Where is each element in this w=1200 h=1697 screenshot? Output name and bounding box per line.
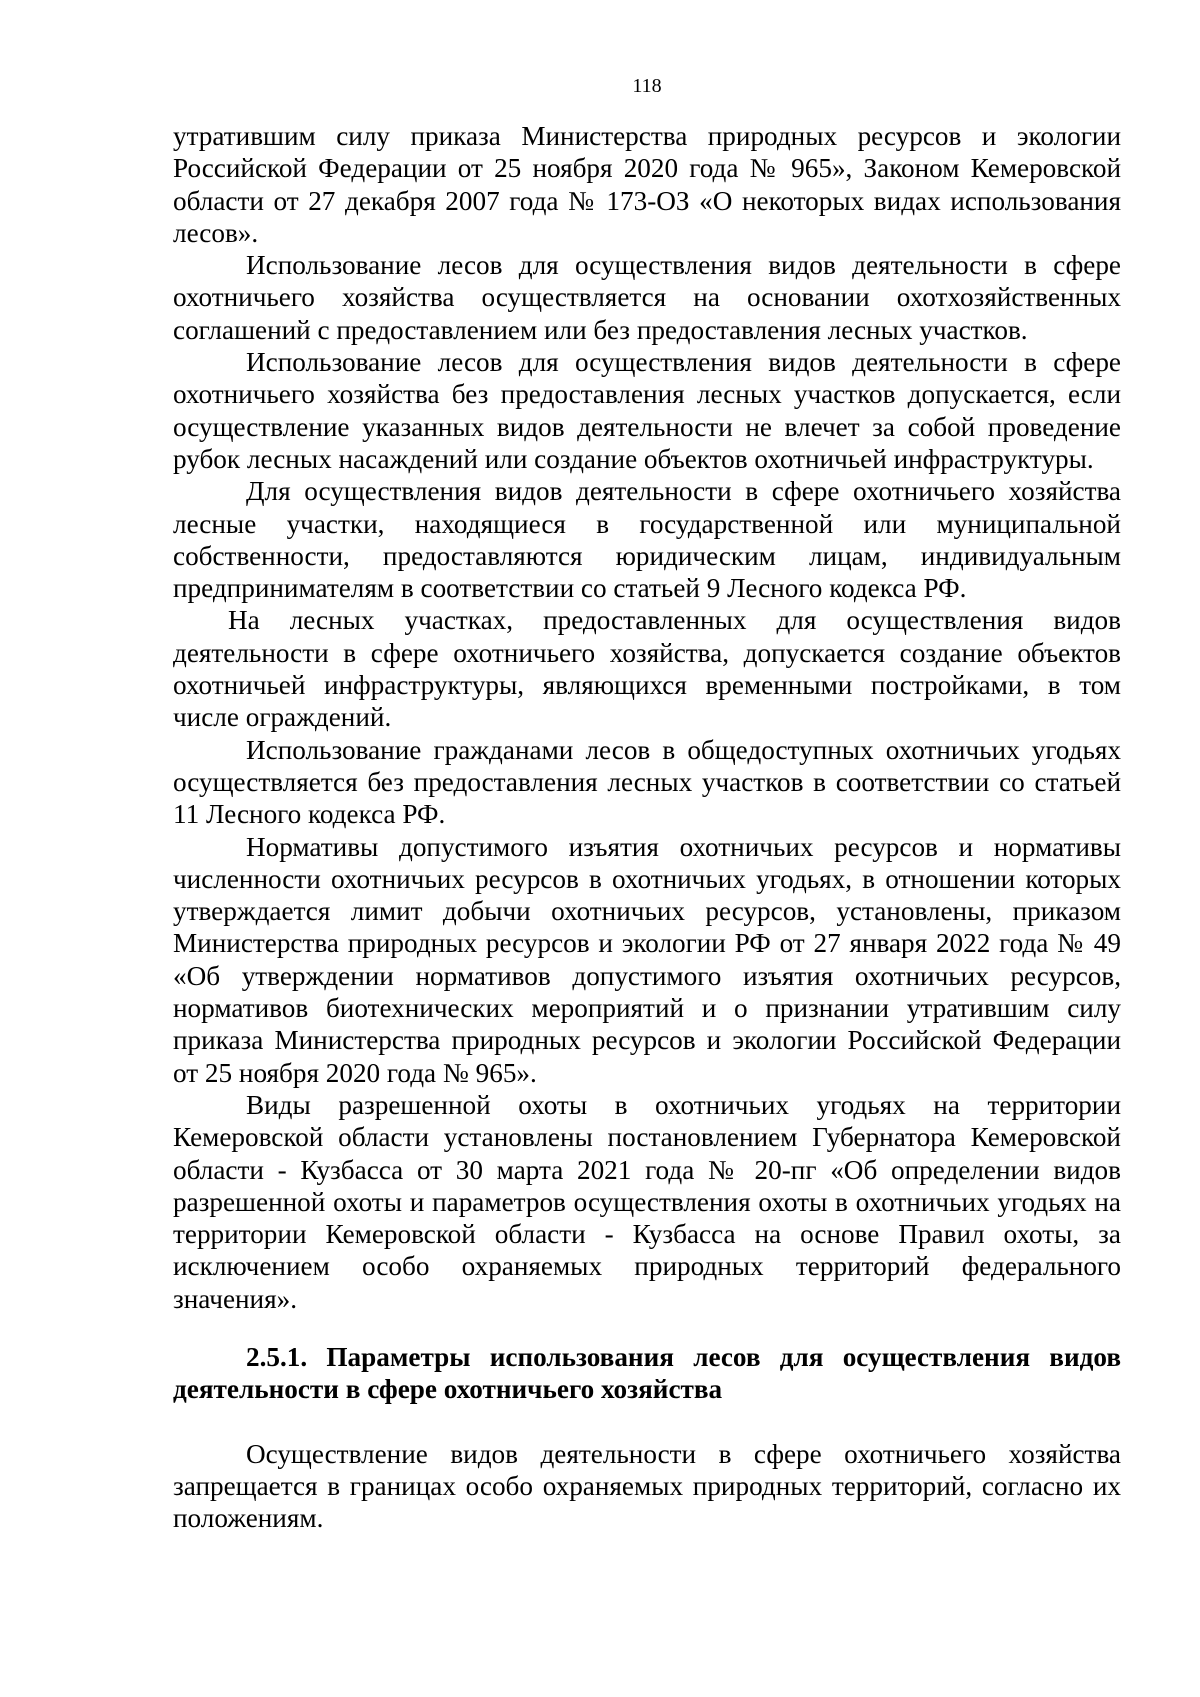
paragraph-continuation: утратившим силу приказа Министерства природных ресурсов и экологии Российской Федерации от 25 ноября 2020 года № 965», Законом Кемеровской области от 27 декабря 2007 года № 173-ОЗ «О некоторых видах использования лесов». [173,121,1121,248]
paragraph: Для осуществления видов деятельности в сфере охотничьего хозяйства лесные участки, находящиеся в государственной или муниципальной собственности, предоставляются юридическим лицам, индивидуальным предпринимателям в соответствии со статьей 9 Лесного кодекса РФ. [173,476,1121,604]
paragraph: На лесных участках, предоставленных для осуществления видов деятельности в сфере охотничьего хозяйства, допускается создание объектов охотничьей инфраструктуры, являющихся временными постройками, в том числе ограждений. [173,605,1121,733]
paragraph: Нормативы допустимого изъятия охотничьих ресурсов и нормативы численности охотничьих ресурсов в охотничьих угодьях, в отношении которых утверждается лимит добычи охотничьих ресурсов, установлены, приказом Министерства природных ресурсов и экологии РФ от 27 января 2022 года № 49 «Об утверждении нормативов допустимого изъятия охотничьих ресурсов, нормативов биотехнических мероприятий и о признании утратившим силу приказа Министерства природных ресурсов и экологии Российской Федерации от 25 ноября 2020 года № 965». [173,831,1121,1088]
paragraph: Использование лесов для осуществления видов деятельности в сфере охотничьего хозяйства осуществляется на основании охотхозяйственных соглашений с предоставлением или без предоставления лесных участков. [173,250,1121,345]
paragraph: Виды разрешенной охоты в охотничьих угодьях на территории Кемеровской области установлены постановлением Губернатора Кемеровской области - Кузбасса от 30 марта 2021 года № 20-пг «Об определении видов разрешенной охоты и параметров осуществления охоты в охотничьих угодьях на территории Кемеровской области - Кузбасса на основе Правил охоты, за исключением особо охраняемых природных территорий федерального значения». [173,1089,1121,1314]
page-number: 118 [632,75,662,97]
paragraph: Использование лесов для осуществления видов деятельности в сфере охотничьего хозяйства без предоставления лесных участков допускается, если осуществление указанных видов деятельности не влечет за собой проведение рубок лесных насаждений или создание объектов охотничьей инфраструктуры. [173,347,1121,474]
paragraph: Использование гражданами лесов в общедоступных охотничьих угодьях осуществляется без предоставления лесных участков в соответствии со статьей 11 Лесного кодекса РФ. [173,734,1121,830]
section-paragraph: Осуществление видов деятельности в сфере охотничьего хозяйства запрещается в границах особо охраняемых природных территорий, согласно их положениям. [173,1438,1121,1534]
document-body [173,120,1121,1534]
section-heading: 2.5.1. Параметры использования лесов для осуществления видов деятельности в сфере охотничьего хозяйства [173,1341,1121,1405]
